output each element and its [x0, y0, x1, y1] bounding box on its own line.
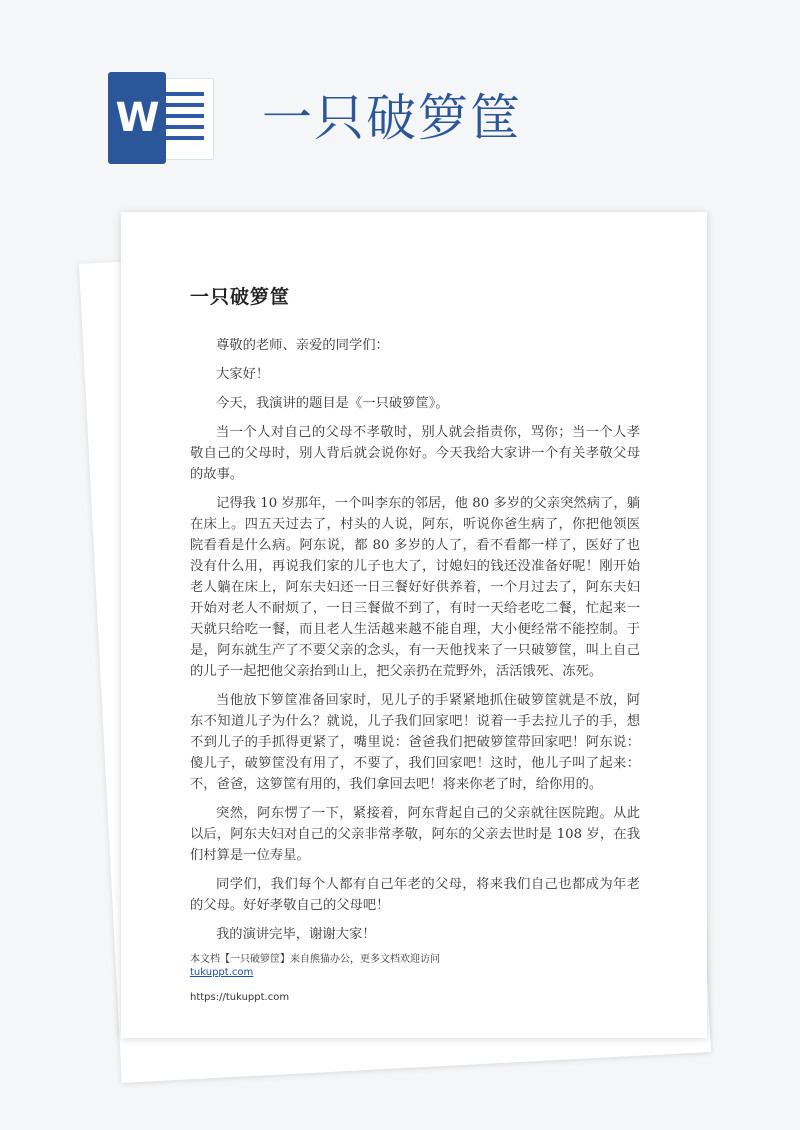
paragraph-greeting: 尊敬的老师、亲爱的同学们： — [216, 338, 389, 353]
word-app-icon — [108, 72, 220, 164]
bottom-url: https://tukuppt.com — [190, 992, 290, 1003]
document-title: 一只破箩筐 — [190, 286, 291, 308]
header-title: 一只破箩筐 — [262, 89, 522, 147]
word-logo-badge: W — [108, 72, 166, 164]
paragraph-story: 记得我 10 岁那年，一个叫李东的邻居，他 80 多岁的父亲突然病了，躺在床上。四五天过去了，村头的人说，阿东，听说你爸生病了，你把他领医院看看是什么病。阿东说，都 80 多岁的人了，看不看都一样了，医好了也没有什么用，再说我们家的儿子也大了，讨媳妇的钱还没准备好呢！刚开始老人躺在床上，阿东夫妇还一日三餐好好供养着，一个月过去了，阿东夫妇开始对老人不耐烦了，一日三餐做不到了，有时一天给老吃二餐，忙起来一天就只给吃一餐，而且老人生活越来越不能自理，大小便经常不能控制。于是，阿东就生产了不要父亲的念头，有一天他找来了一只破箩筐，叫上自己的儿子一起把他父亲抬到山上，把父亲扔在荒野外，活活饿死、冻死。 — [190, 496, 640, 679]
paragraph-topic: 今天，我演讲的题目是《一只破箩筐》。 — [216, 396, 449, 411]
document-page — [121, 212, 707, 1038]
paragraph-call: 同学们，我们每个人都有自己年老的父母，将来我们自己也都成为年老的父母。好好孝敬自己的父母吧！ — [190, 877, 640, 913]
paragraph-ending: 突然，阿东愣了一下，紧接着，阿东背起自己的父亲就往医院跑。从此以后，阿东夫妇对自己的父亲非常孝敬，阿东的父亲去世时是 108 岁，在我们村算是一位寿星。 — [190, 806, 640, 863]
document-content — [190, 282, 640, 978]
footer-note: 本文档【一只破箩筐】来自熊猫办公，更多文档欢迎访问 — [190, 954, 440, 965]
footer-link[interactable]: tukuppt.com — [190, 967, 254, 978]
paragraph-intro: 当一个人对自己的父母不孝敬时，别人就会指责你，骂你；当一个人孝敬自己的父母时，别人背后就会说你好。今天我给大家讲一个有关孝敬父母的故事。 — [190, 425, 640, 482]
paragraph-basket: 当他放下箩筐准备回家时，见儿子的手紧紧地抓住破箩筐就是不放，阿东不知道儿子为什么？就说，儿子我们回家吧！说着一手去拉儿子的手，想不到儿子的手抓得更紧了，嘴里说：爸爸我们把破箩筐带回家吧！阿东说：傻儿子，破箩筐没有用了，不要了，我们回家吧！这时，他儿子叫了起来：不，爸爸，这箩筐有用的，我们拿回去吧！将来你老了时，给你用的。 — [190, 693, 640, 792]
paragraph-hello: 大家好！ — [216, 367, 270, 382]
paragraph-closing: 我的演讲完毕，谢谢大家！ — [216, 927, 376, 942]
